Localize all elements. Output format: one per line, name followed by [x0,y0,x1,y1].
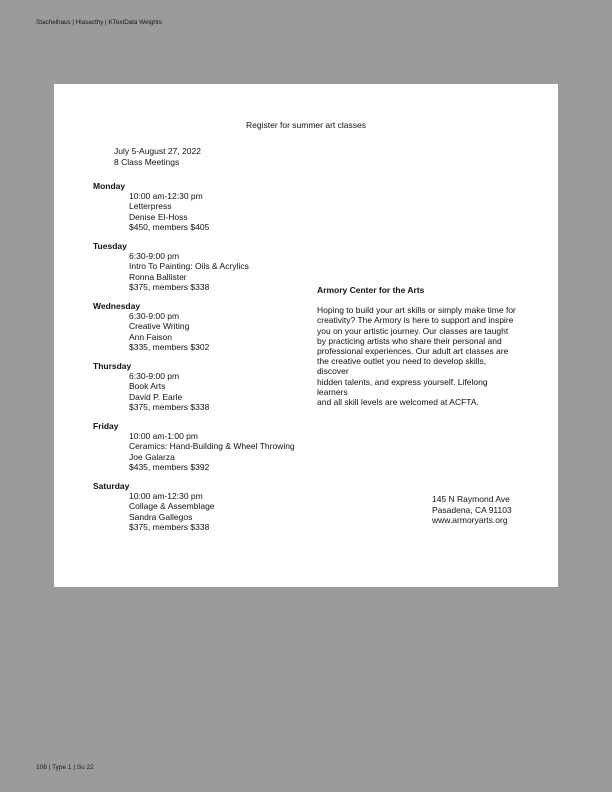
class-course: Ceramics: Hand-Building & Wheel Throwing [129,441,295,452]
info-line: the creative outlet you need to develop skills, discover [317,356,487,377]
schedule-day [93,301,295,361]
class-time: 10:00 am-1:00 pm [129,431,198,442]
class-instructor: Denise El-Hoss [129,211,188,222]
page-header: Stachelhaus | Hlasacthy | KTextData Weights [36,19,162,26]
class-time: 6:30-9:00 pm [129,371,180,382]
class-schedule [93,181,295,541]
class-details [129,491,295,532]
class-price: $375, members $338 [129,281,210,292]
schedule-day [93,421,295,481]
class-time: 6:30-9:00 pm [129,251,180,262]
info-line: professional experiences. Our adult art classes are [317,346,509,357]
class-price: $335, members $302 [129,341,210,352]
day-name: Friday [93,421,119,431]
day-name: Tuesday [93,241,127,251]
street-address: 145 N Raymond Ave [432,494,510,504]
address-block [432,494,512,526]
class-course: Letterpress [129,201,172,212]
day-name: Monday [93,181,126,191]
day-name: Thursday [93,361,132,371]
info-body [317,305,517,407]
class-instructor: David P. Earle [129,391,183,402]
class-price: $435, members $392 [129,461,210,472]
day-name: Wednesday [93,301,141,311]
class-details [129,251,295,292]
info-title: Armory Center for the Arts [317,285,425,295]
class-course: Creative Writing [129,321,190,332]
document-sheet [54,84,558,587]
class-instructor: Ronna Ballister [129,271,187,282]
page-footer: 108 | Type 1 | Su 22 [36,764,94,771]
info-line: hidden talents, and express yourself. Lifelong learners [317,376,488,397]
class-price: $450, members $405 [129,221,210,232]
schedule-day [93,181,295,241]
info-line: by practicing artists who share their personal and [317,335,502,346]
info-line: you on your artistic journey. Our classes are taught [317,325,509,336]
schedule-day [93,241,295,301]
class-time: 6:30-9:00 pm [129,311,180,322]
class-time: 10:00 am-12:30 pm [129,491,203,502]
class-details [129,191,295,232]
class-time: 10:00 am-12:30 pm [129,191,203,202]
class-course: Intro To Painting: Oils & Acrylics [129,261,249,272]
class-meetings: 8 Class Meetings [114,156,180,167]
armory-info [317,285,517,407]
class-course: Book Arts [129,381,166,392]
info-line: Hoping to build your art skills or simply make time for [317,305,516,316]
class-price: $375, members $338 [129,401,210,412]
date-range: July 5-August 27, 2022 [114,146,201,156]
info-line: and all skill levels are welcomed at ACFTA. [317,397,479,408]
sheet-title: Register for summer art classes [246,120,366,130]
class-instructor: Joe Galarza [129,451,175,462]
class-details [129,371,295,412]
schedule-day [93,361,295,421]
class-details [129,431,295,472]
class-instructor: Ann Faison [129,331,172,342]
class-instructor: Sandra Gallegos [129,511,193,522]
day-name: Saturday [93,481,130,491]
class-details [129,311,295,352]
website: www.armoryarts.org [432,515,508,525]
class-price: $375, members $338 [129,521,210,532]
date-range-block [114,146,201,167]
class-course: Collage & Assemblage [129,501,215,512]
city-state-zip: Pasadena, CA 91103 [432,504,512,515]
schedule-day [93,481,295,541]
info-line: creativity? The Armory is here to support and inspire [317,315,514,326]
